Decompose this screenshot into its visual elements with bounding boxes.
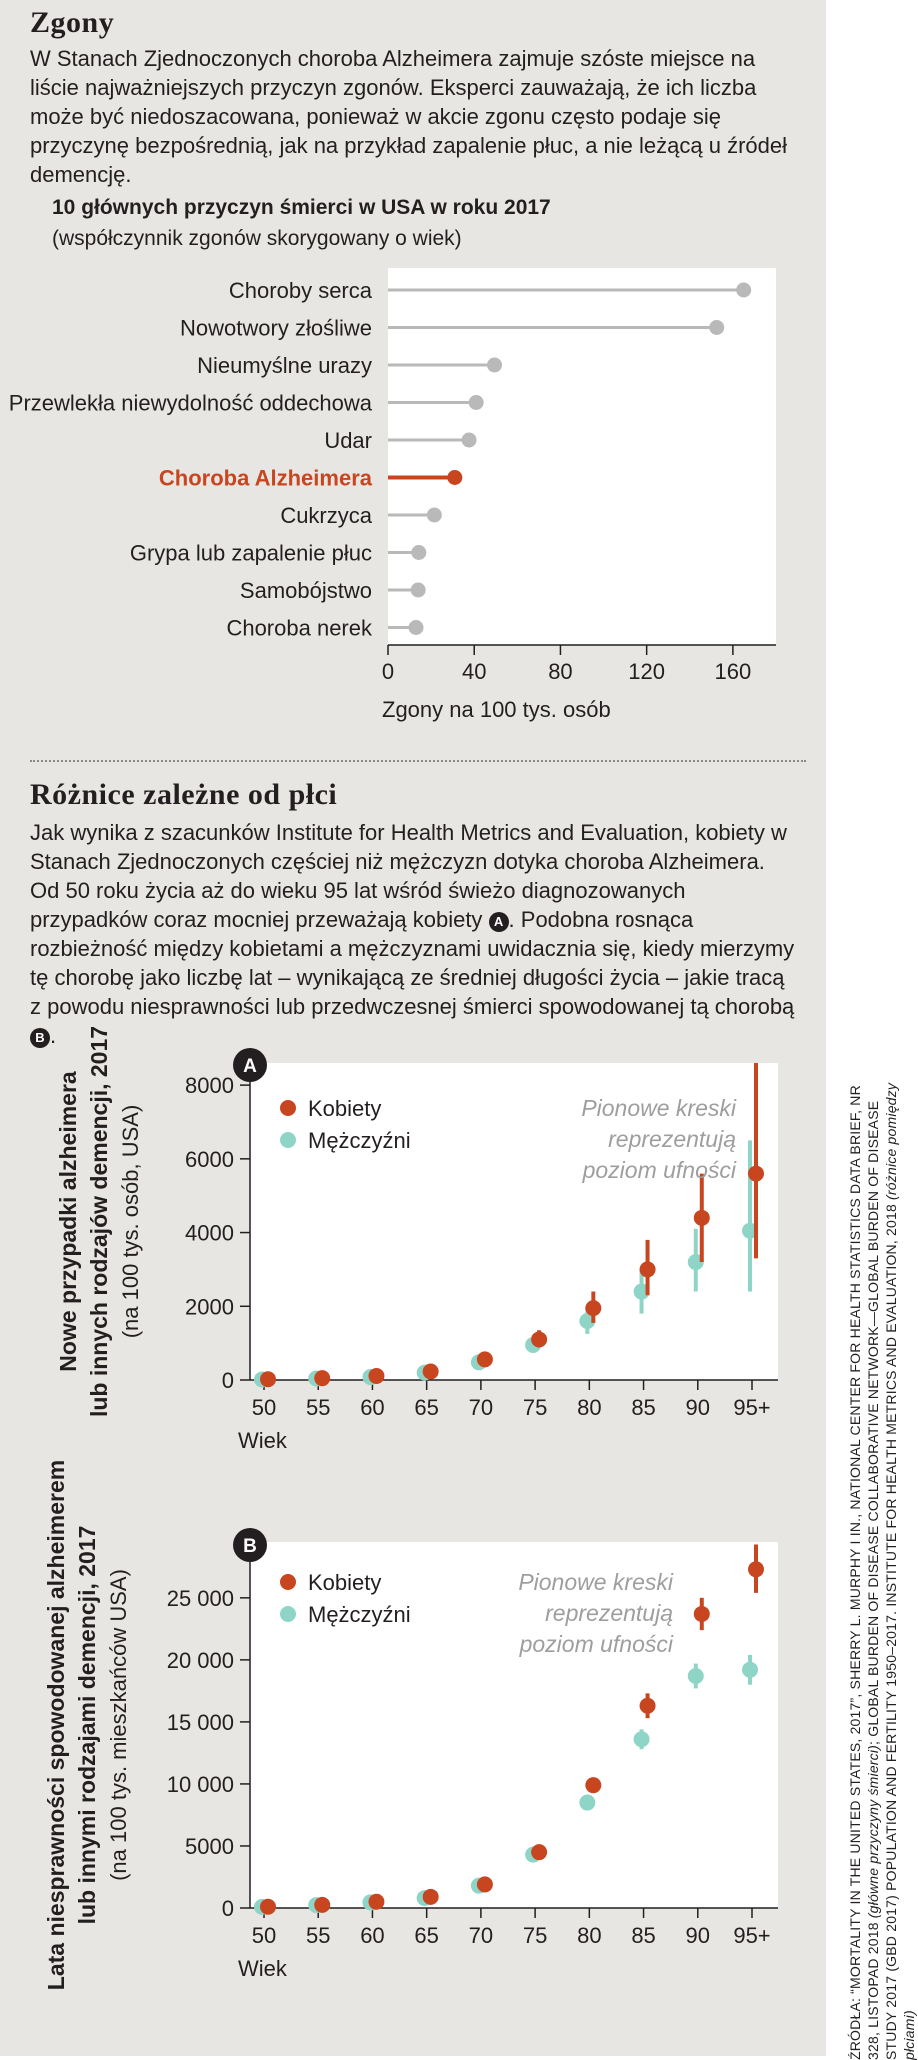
y-tick-label: 15 000	[166, 1709, 234, 1735]
confidence-annotation: poziom ufności	[519, 1631, 673, 1657]
x-tick-label: 80	[548, 659, 573, 684]
lollipop-point	[447, 470, 462, 485]
point-men	[742, 1662, 758, 1678]
x-tick-label: 50	[251, 1923, 277, 1948]
x-tick-label: 40	[461, 659, 487, 684]
point-women	[423, 1889, 439, 1905]
x-tick-label: 160	[714, 659, 752, 684]
y-tick-label: 6000	[185, 1146, 234, 1172]
confidence-annotation: poziom ufności	[582, 1157, 736, 1183]
x-tick-label: 50	[251, 1395, 277, 1420]
x-tick-label: 55	[305, 1395, 331, 1420]
point-women	[260, 1371, 276, 1387]
legend-swatch	[280, 1132, 296, 1148]
x-tick-label: 60	[360, 1395, 385, 1420]
y-axis-title: lub innymi rodzajami demencji, 2017	[74, 1525, 100, 1925]
category-label: Choroby serca	[228, 278, 372, 303]
x-tick-label: 70	[468, 1395, 494, 1420]
x-tick-label: 95+	[733, 1395, 771, 1420]
x-tick-label: 0	[381, 659, 395, 684]
legend-swatch	[280, 1100, 296, 1116]
x-tick-label: 80	[577, 1923, 602, 1948]
point-women	[640, 1698, 656, 1714]
chart-marker-label: A	[243, 1056, 257, 1077]
x-tick-label: 85	[631, 1395, 656, 1420]
confidence-annotation: Pionowe kreski	[518, 1569, 673, 1595]
lollipop-point	[462, 433, 477, 448]
lollipop-point	[411, 583, 426, 598]
source-note-2: (różnice pomiędzy płciami)	[883, 1082, 917, 2060]
y-axis-title: (na 100 tys. osób, USA)	[118, 1104, 143, 1339]
deaths-description: W Stanach Zjednoczonych choroba Alzheimera zajmuje szóste miejsce na liście najważniejszych przyczyn zgonów. Eksperci zauważają, że ich liczba może być niedoszacowana, ponieważ w akcie zgonu często podaje się przyczynę bezpośrednią, jak na przykład zapalenie płuc, a nie leżącą u źródeł demencję.	[30, 46, 787, 187]
x-tick-label: 60	[360, 1923, 385, 1948]
category-label: Nowotwory złośliwe	[180, 315, 372, 341]
y-tick-label: 10 000	[166, 1771, 234, 1797]
x-axis-title: Zgony na 100 tys. osób	[382, 697, 611, 722]
point-women	[477, 1351, 493, 1367]
x-axis-title: Wiek	[238, 1428, 287, 1453]
y-tick-label: 8000	[185, 1073, 234, 1099]
chart-marker-label: B	[243, 1536, 257, 1557]
lollipop-point	[487, 358, 502, 373]
legend-swatch	[280, 1606, 296, 1622]
confidence-annotation: reprezentują	[545, 1600, 673, 1626]
x-tick-label: 65	[414, 1395, 439, 1420]
x-tick-label: 80	[577, 1395, 602, 1420]
legend-label: Kobiety	[308, 1570, 382, 1595]
new-cases-chart-a	[0, 1025, 826, 1510]
legend-label: Mężczyźni	[308, 1128, 411, 1153]
y-tick-label: 0	[221, 1896, 234, 1921]
point-men	[634, 1731, 650, 1747]
y-tick-label: 20 000	[166, 1647, 234, 1673]
x-tick-label: 95+	[733, 1923, 771, 1948]
disability-years-chart-b	[0, 1459, 826, 2020]
x-tick-label: 55	[305, 1923, 331, 1948]
sex-differences-description	[30, 818, 800, 1050]
x-tick-label: 85	[631, 1923, 656, 1948]
marker-a-inline: A	[489, 912, 509, 932]
category-label: Przewlekła niewydolność oddechowa	[8, 390, 372, 416]
x-tick-label: 90	[685, 1923, 711, 1948]
point-women	[694, 1210, 710, 1226]
category-label: Samobójstwo	[239, 578, 372, 603]
x-tick-label: 90	[685, 1395, 711, 1420]
y-tick-label: 0	[221, 1368, 234, 1393]
x-tick-label: 120	[628, 659, 666, 684]
confidence-annotation: Pionowe kreski	[581, 1095, 736, 1121]
y-axis-title: lub innych rodzajów demencji, 2017	[86, 1025, 112, 1418]
y-axis-title: (na 100 tys. mieszkańców USA)	[106, 1569, 131, 1881]
section-divider	[30, 760, 806, 762]
point-women	[368, 1894, 384, 1910]
plot-area	[250, 1542, 778, 1908]
y-tick-label: 4000	[185, 1220, 234, 1246]
source-text-2: ; GLOBAL BURDEN OF DISEASE COLLABORATIVE NETWORK—GLOBAL BURDEN OF DISEASE STUDY 2017 (GBD 2017) POPULATION AND FERTILITY 1950–2017. INSTITUTE FOR HEALTH METRICS AND EVALUATION, 2018	[865, 1100, 899, 2060]
category-label: Choroba nerek	[226, 615, 372, 641]
y-tick-label: 25 000	[166, 1585, 234, 1611]
lollipop-chart-title: 10 głównych przyczyn śmierci w USA w roku 2017	[52, 196, 551, 219]
x-tick-label: 65	[414, 1923, 439, 1948]
x-tick-label: 70	[468, 1923, 494, 1948]
point-women	[314, 1897, 330, 1913]
section-title-sex-differences: Różnice zależne od płci	[30, 778, 338, 811]
source-note-1: (główne przyczyny śmierci)	[865, 1744, 881, 1919]
point-women	[640, 1261, 656, 1277]
lollipop-point	[409, 620, 424, 635]
point-women	[694, 1606, 710, 1622]
category-label: Grypa lub zapalenie płuc	[129, 540, 372, 566]
point-women	[748, 1561, 764, 1577]
category-label: Udar	[324, 428, 372, 453]
category-label: Choroba Alzheimera	[158, 465, 372, 491]
y-axis-title: Lata niesprawności spowodowanej alzheimerem	[43, 1459, 69, 1991]
legend-label: Kobiety	[308, 1096, 382, 1121]
legend-label: Mężczyźni	[308, 1602, 411, 1627]
point-women	[368, 1368, 384, 1384]
y-tick-label: 2000	[185, 1294, 234, 1320]
description-part-3: .	[50, 1023, 57, 1048]
source-note	[846, 1060, 918, 2060]
point-women	[477, 1876, 493, 1892]
description-part-1: Jak wynika z szacunków Institute for Health Metrics and Evaluation, kobiety w Stanach Zjednoczonych częściej niż mężczyzn dotyka choroba Alzheimera. Od 50 roku życia aż do wieku 95 lat wśród świeżo diagnozowanych przypadków coraz mocniej przeważają kobiety	[30, 820, 787, 932]
lollipop-point	[709, 320, 724, 335]
point-men	[688, 1668, 704, 1684]
lollipop-point	[411, 545, 426, 560]
category-label: Cukrzyca	[280, 503, 372, 528]
point-women	[314, 1370, 330, 1386]
point-women	[423, 1364, 439, 1380]
lollipop-point	[427, 508, 442, 523]
point-women	[585, 1777, 601, 1793]
point-women	[531, 1844, 547, 1860]
y-tick-label: 5000	[185, 1833, 234, 1859]
section-title-deaths: Zgony	[30, 6, 115, 39]
causes-of-death-lollipop-chart	[0, 260, 826, 730]
point-women	[260, 1899, 276, 1915]
source-text-1: ŹRÓDŁA: “MORTALITY IN THE UNITED STATES, 2017”, SHERRY L. MURPHY I IN., NATIONAL CENTER FOR HEALTH STATISTICS DATA BRIEF, NR 328, LISTOPAD 2018	[847, 1085, 881, 2060]
lollipop-point	[736, 283, 751, 298]
lollipop-chart-subtitle: (współczynnik zgonów skorygowany o wiek)	[52, 227, 462, 250]
description-part-2: . Podobna rosnąca rozbieżność między kobietami a mężczyznami uwidacznia się, kiedy mierzymy tę chorobę jako liczbę lat – wynikającą ze średniej długości życia – jakie tracą z powodu niesprawności lub przedwczesnej śmierci spowodowanej tą chorobą	[30, 907, 795, 1019]
x-tick-label: 75	[522, 1923, 548, 1948]
y-axis-title: Nowe przypadki alzheimera	[55, 1071, 81, 1372]
point-women	[748, 1166, 764, 1182]
legend-swatch	[280, 1574, 296, 1590]
marker-b-inline: B	[30, 1028, 50, 1048]
x-tick-label: 75	[522, 1395, 548, 1420]
point-women	[585, 1300, 601, 1316]
point-women	[531, 1331, 547, 1347]
point-men	[579, 1795, 595, 1811]
x-axis-title: Wiek	[238, 1956, 287, 1981]
confidence-annotation: reprezentują	[608, 1126, 736, 1152]
category-label: Nieumyślne urazy	[197, 353, 372, 378]
lollipop-point	[469, 395, 484, 410]
